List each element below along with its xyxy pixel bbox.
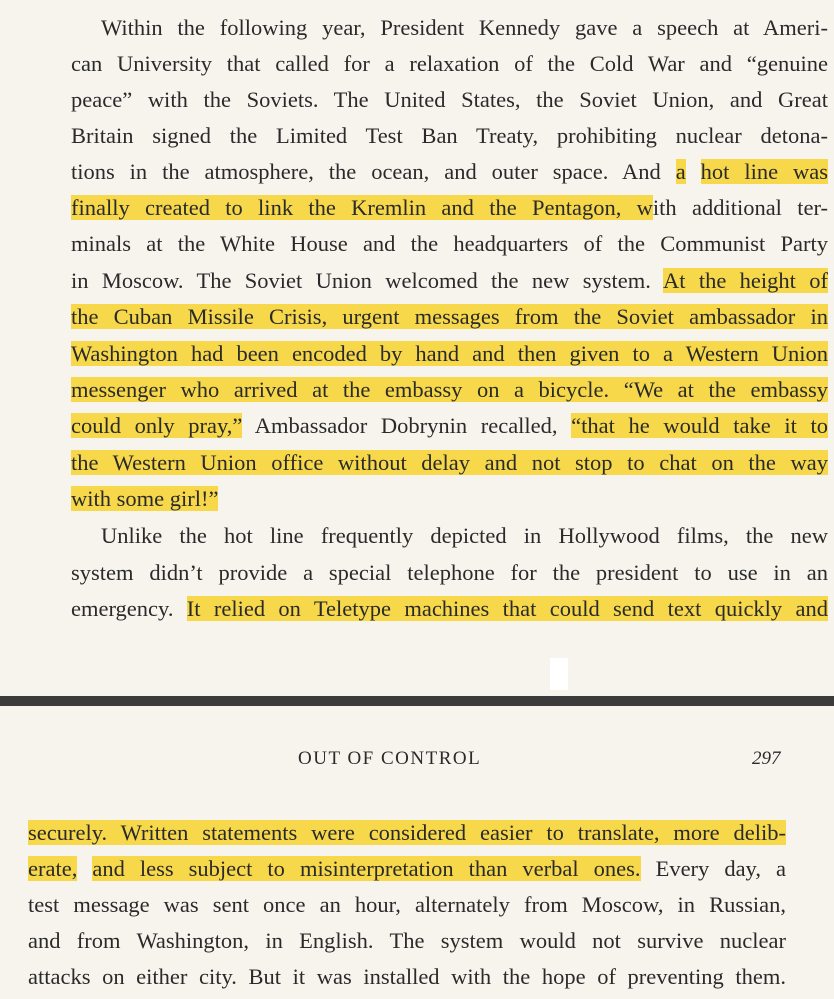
text-run: test message was sent once an hour, alternately from Moscow, in Russian, (28, 892, 786, 917)
text-run (686, 159, 701, 184)
running-header-title: OUT OF CONTROL (298, 748, 482, 769)
text-line (71, 46, 828, 82)
highlighted-text: securely. Written statements were considered easier to translate, more delib- (28, 820, 786, 845)
highlighted-text: “that he would take it to (571, 413, 828, 438)
highlighted-text: Washington had been encoded by hand and then given to a Western Union (71, 341, 828, 366)
highlighted-text: finally created to link the Kremlin and the Pentagon, w (71, 195, 653, 220)
text-line (71, 263, 828, 299)
text-line (28, 959, 786, 995)
text-line (28, 815, 786, 851)
text-line (71, 118, 828, 154)
text-line (71, 336, 828, 372)
text-line (71, 372, 828, 408)
text-run: Unlike the hot line frequently depicted in Hollywood films, the new (101, 523, 828, 548)
text-line (71, 555, 828, 591)
text-run: and from Washington, in English. The system would not survive nuclear (28, 928, 786, 953)
highlighted-text: with some girl!” (71, 486, 219, 511)
text-run (77, 856, 92, 881)
text-line (71, 82, 828, 118)
text-run: Every day, a (640, 856, 786, 881)
highlighted-text: and less subject to misinterpretation than verbal ones. (92, 856, 641, 881)
text-line (28, 923, 786, 959)
page-number: 297 (752, 748, 781, 769)
text-run: ith additional ter- (652, 195, 829, 220)
highlighted-text: messenger who arrived at the embassy on a bicycle. “We at the embassy (71, 377, 828, 402)
highlighted-text: a (675, 159, 686, 184)
highlighted-text: hot line was (700, 159, 829, 184)
text-line (71, 481, 828, 517)
text-line (101, 518, 828, 554)
text-line (28, 887, 786, 923)
highlighted-text: could only pray,” (71, 413, 243, 438)
text-run: in Moscow. The Soviet Union welcomed the new system. (71, 268, 663, 293)
text-line (28, 851, 786, 887)
text-line (71, 408, 828, 444)
text-run: can University that called for a relaxation of the Cold War and “genuine (71, 51, 828, 76)
highlighted-text: erate, (28, 856, 78, 881)
text-line (101, 10, 828, 46)
text-line (71, 190, 828, 226)
text-run: Within the following year, President Kennedy gave a speech at Ameri- (101, 15, 828, 40)
text-run: tions in the atmosphere, the ocean, and outer space. And (71, 159, 676, 184)
highlighted-text: It relied on Teletype machines that could send text quickly and (186, 596, 829, 621)
text-line (71, 154, 828, 190)
text-line (71, 299, 828, 335)
highlighted-text: the Western Union office without delay and not stop to chat on the way (71, 450, 828, 475)
text-line (71, 226, 828, 262)
highlighted-text: At the height of (662, 268, 828, 293)
highlighted-text: the Cuban Missile Crisis, urgent messages from the Soviet ambassador in (71, 304, 828, 329)
text-run: attacks on either city. But it was installed with the hope of preventing them. (28, 964, 786, 989)
text-run: peace” with the Soviets. The United States, the Soviet Union, and Great (71, 87, 828, 112)
text-run: system didn’t provide a special telephone for the president to use in an (71, 560, 828, 585)
text-run: emergency. (71, 596, 187, 621)
text-run: Ambassador Dobrynin recalled, (242, 413, 572, 438)
scan-artifact (550, 658, 568, 690)
text-line (71, 445, 828, 481)
text-line (71, 591, 828, 627)
text-run: minals at the White House and the headquarters of the Communist Party (71, 231, 828, 256)
text-run: Britain signed the Limited Test Ban Treaty, prohibiting nuclear detona- (71, 123, 828, 148)
